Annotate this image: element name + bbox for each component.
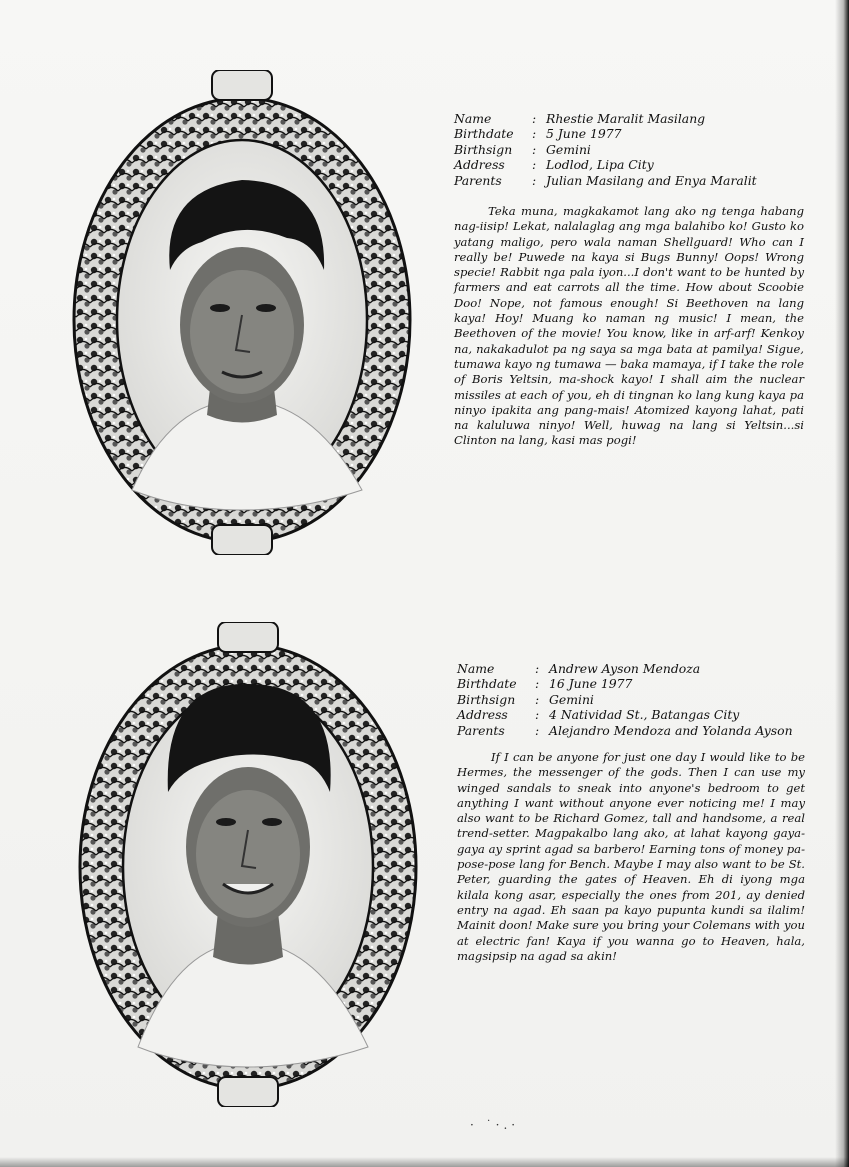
- field-label: Address: [454, 157, 505, 173]
- field-value: 5 June 1977: [546, 126, 622, 142]
- profile-1-details: [454, 111, 757, 188]
- profile-1-name-row: Name : Rhestie Maralit Masilang: [454, 111, 706, 126]
- field-label: Address: [457, 707, 508, 723]
- field-value: Julian Masilang and Enya Maralit: [546, 172, 757, 188]
- page-edge-shadow: [835, 0, 849, 1167]
- profile-2-bio: If I can be anyone for just one day I would like to be Hermes, the messenger of the gods. Then I can use my winged sandals to sneak into anyone's bedroom to get anything I want without anyone ever noticing me! I may also want to be Richard Gomez, tall and handsome, a real trend-setter. Magpakalbo lang ako, at lahat kayong gaya-gaya ay sprint agad sa barbero! Earning tons of money pa-pose-pose lang for Bench. Maybe I may also want to be St. Peter, guarding the gates of Heaven. Eh di iyong mga kilala kong asar, especially the ones from 201, ay denied entry na agad. Eh saan pa kayo pupunta kundi sa ilalim! Mainit doon! Make sure you bring your Colemans with you at electric fan! Kaya if you wanna go to Heaven, hala, magsipsip na agad sa akin!: [457, 750, 805, 963]
- field-label: Parents: [454, 172, 502, 188]
- portrait-frame-2: [68, 622, 428, 1107]
- field-value: Lodlod, Lipa City: [546, 157, 654, 173]
- field-label: Birthsign: [457, 691, 516, 707]
- profile-1-address-row: Address : Lodlod, Lipa City: [454, 157, 654, 173]
- profile-1-parents-row: Parents : Julian Masilang and Enya Maralit: [454, 172, 757, 188]
- field-value: Rhestie Maralit Masilang: [546, 111, 706, 126]
- field-label: Birthsign: [454, 141, 513, 157]
- field-label: Birthdate: [454, 126, 514, 142]
- field-label: Parents: [457, 722, 505, 738]
- field-value: Andrew Ayson Mendoza: [549, 661, 701, 676]
- profile-1-bio: Teka muna, magkakamot lang ako ng tenga habang nag-iisip! Lekat, nalalaglag ang mga balahibo ko! Gusto ko yatang maligo, pero wala naman Shellguard! Who can I really be! Puwede na kaya si Bugs Bunny! Oops! Wrong specie! Rabbit nga pala iyon...I don't want to be hunted by farmers and eat carrots all the time. How about Scoobie Doo! Nope, not famous enough! Si Beethoven na lang kaya! Hoy! Muang ko naman ng music! I mean, the Beethoven of the movie! You know, like in arf-arf! Kenkoy na, nakakadulot pa ng saya sa mga bata at pamilya! Sigue, tumawa kayo ng tumawa — baka mamaya, if I take the role of Boris Yeltsin, ma-shock kayo! I shall aim the nuclear missiles at each of you, eh di tingnan ko lang kung kaya pa ninyo ipakita ang pang-mais! Atomized kayong lahat, pati na kaluluwa ninyo! Well, huwag na lang si Yeltsin...si Clinton na lang, kasi mas pogi!: [454, 204, 804, 448]
- field-value: 16 June 1977: [549, 676, 633, 692]
- profile-2-parents-row: Parents : Alejandro Mendoza and Yolanda Ayson: [457, 722, 793, 738]
- profile-2-address-row: Address : 4 Natividad St., Batangas City: [457, 707, 740, 723]
- portrait-photo-2: [68, 622, 428, 1107]
- field-label: Name: [454, 111, 492, 126]
- field-label: Birthdate: [457, 676, 517, 692]
- profile-2-name-row: Name : Andrew Ayson Mendoza: [457, 661, 701, 676]
- portrait-frame-1: [62, 70, 422, 555]
- field-value: Gemini: [546, 141, 591, 157]
- profile-2-details: [457, 661, 793, 738]
- field-value: Alejandro Mendoza and Yolanda Ayson: [549, 722, 793, 738]
- profile-2-birthsign-row: Birthsign : Gemini: [457, 691, 594, 707]
- portrait-photo-1: [62, 70, 422, 555]
- field-value: 4 Natividad St., Batangas City: [549, 707, 740, 723]
- field-value: Gemini: [549, 691, 594, 707]
- print-specks: · ˙·.·: [470, 1118, 520, 1132]
- profile-1-birthdate-row: Birthdate : 5 June 1977: [454, 126, 622, 142]
- profile-1-birthsign-row: Birthsign : Gemini: [454, 141, 591, 157]
- page-bottom-shadow: [0, 1157, 849, 1167]
- profile-2-birthdate-row: Birthdate : 16 June 1977: [457, 676, 633, 692]
- field-label: Name: [457, 661, 495, 676]
